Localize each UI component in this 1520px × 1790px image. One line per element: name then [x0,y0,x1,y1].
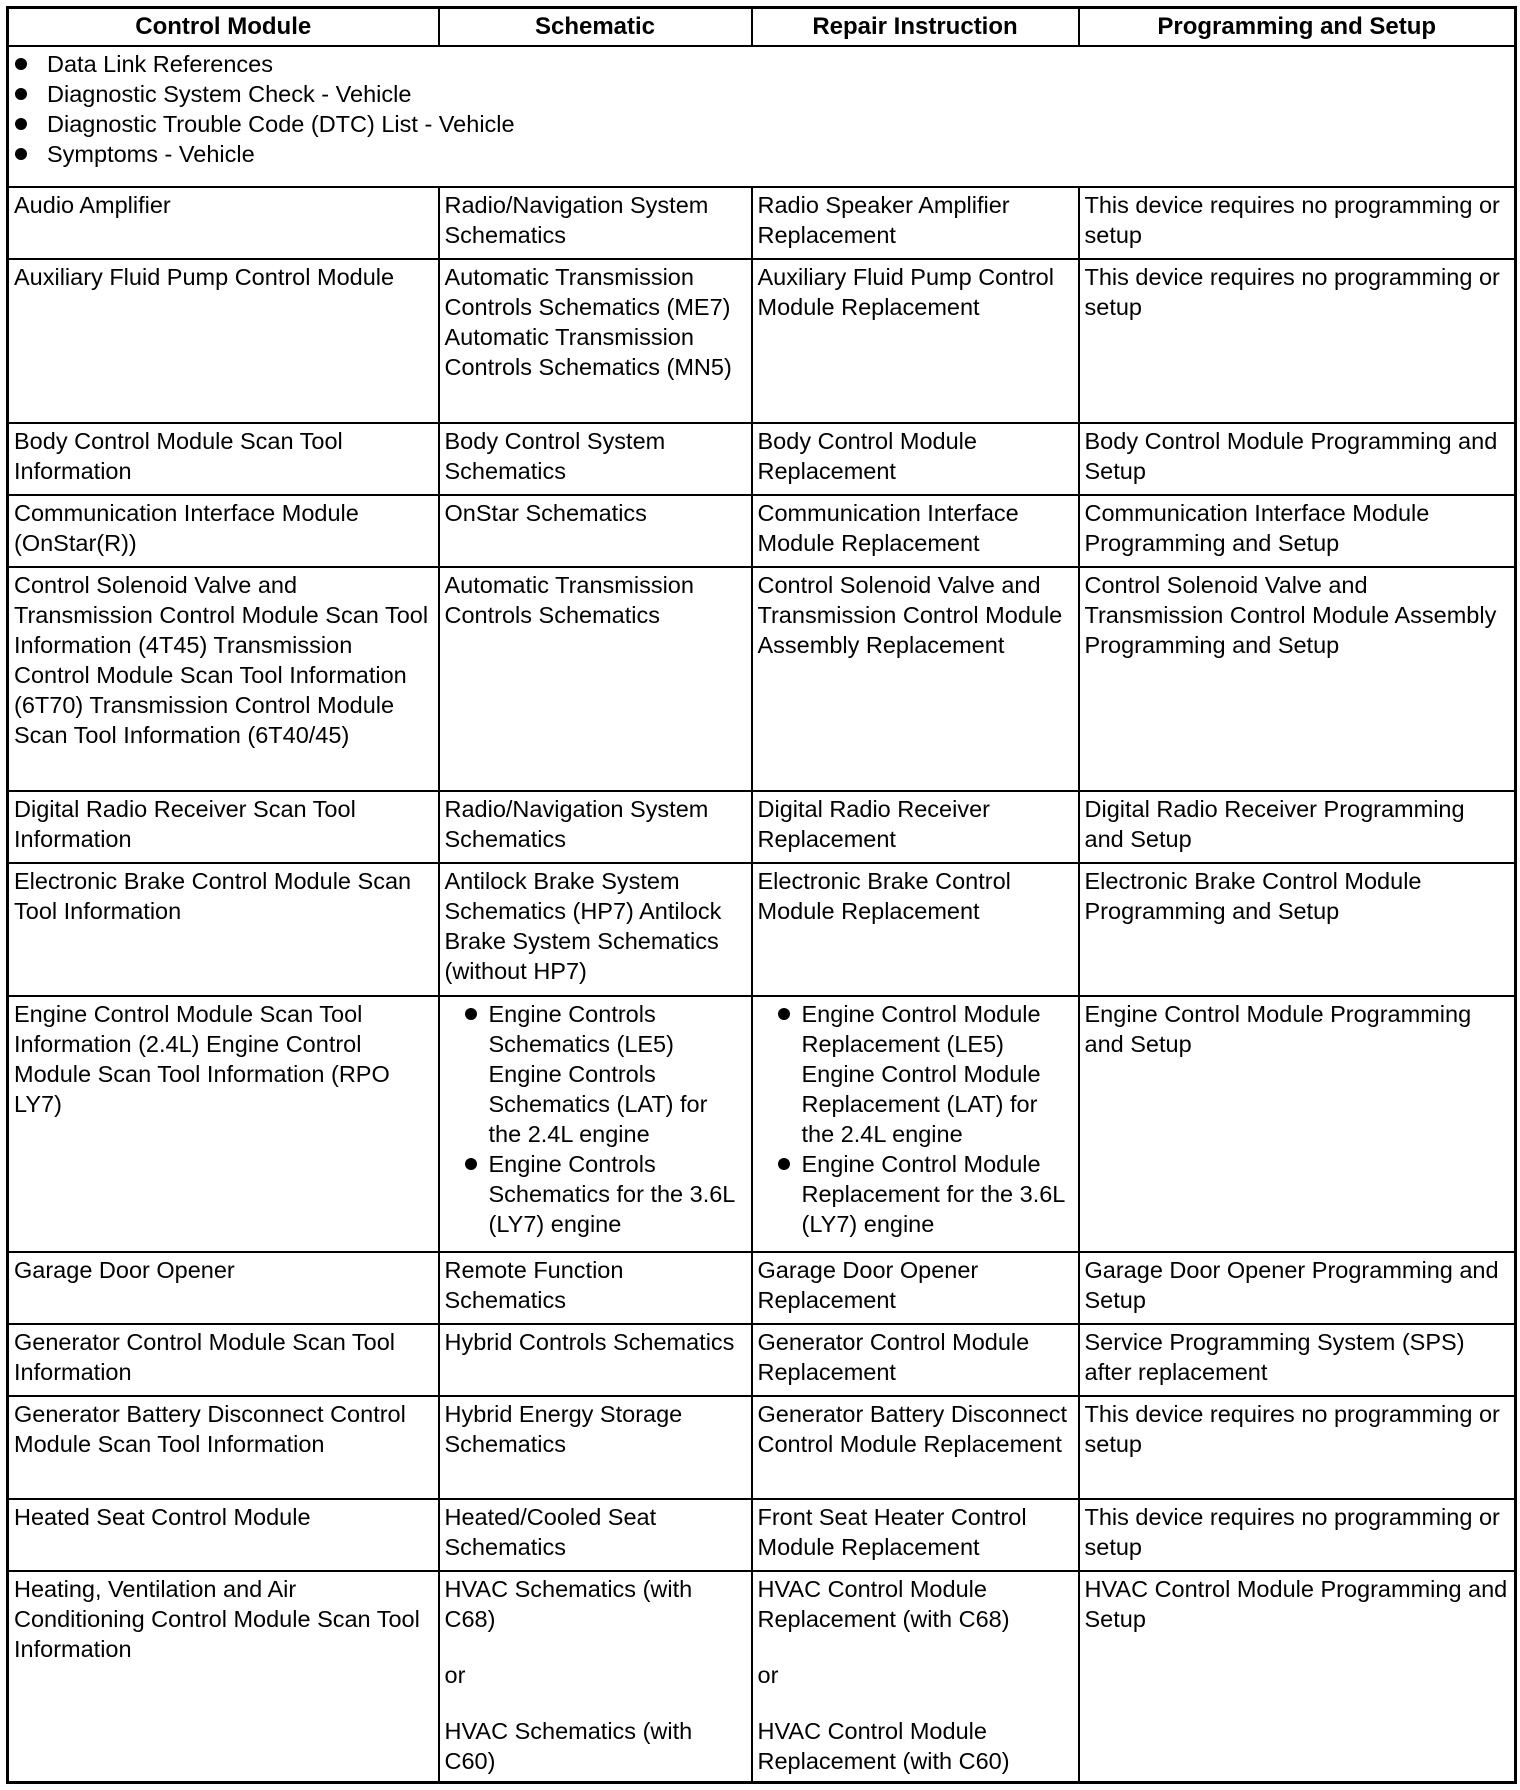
schematic-cell [439,996,752,1252]
repair-link[interactable]: HVAC Control Module Replacement (with C60) [757,1718,1010,1774]
control-module-cell[interactable]: Garage Door Opener [8,1252,439,1324]
spacer [445,1634,746,1660]
control-module-cell[interactable]: Auxiliary Fluid Pump Control Module [8,259,439,423]
control-module-cell[interactable]: Digital Radio Receiver Scan Tool Information [8,791,439,863]
table-row [8,187,1516,259]
header-programming-setup: Programming and Setup [1079,8,1516,47]
schematic-cell[interactable]: Radio/Navigation System Schematics [439,187,752,259]
table-row [8,996,1516,1252]
spacer [445,1690,746,1716]
repair-cell[interactable]: Electronic Brake Control Module Replacement [752,863,1079,996]
programming-cell: This device requires no programming or setup [1079,1396,1516,1499]
control-module-cell[interactable]: Audio Amplifier [8,187,439,259]
reference-link[interactable]: Diagnostic Trouble Code (DTC) List - Vehicle [14,109,1509,139]
reference-link[interactable]: Symptoms - Vehicle [14,139,1509,169]
header-control-module: Control Module [8,8,439,47]
repair-cell [752,1571,1079,1783]
schematic-cell[interactable]: OnStar Schematics [439,495,752,567]
programming-cell[interactable]: Communication Interface Module Programming and Setup [1079,495,1516,567]
control-module-cell[interactable]: Control Solenoid Valve and Transmission Control Module Scan Tool Information (4T45) Transmission Control Module Scan Tool Information (6T70) Transmission Control Module Scan Tool Information (6T40/45) [8,567,439,791]
control-module-cell[interactable]: Body Control Module Scan Tool Information [8,423,439,495]
table-row [8,495,1516,567]
schematic-list [445,999,746,1239]
schematic-cell[interactable]: Hybrid Energy Storage Schematics [439,1396,752,1499]
table-row [8,1571,1516,1783]
or-text: or [444,1662,466,1688]
repair-cell[interactable]: Generator Control Module Replacement [752,1324,1079,1396]
repair-link[interactable]: Engine Control Module Replacement (LE5) Engine Control Module Replacement (LAT) for the 2.4L engine [758,999,1073,1149]
repair-link[interactable]: Engine Control Module Replacement for the 3.6L (LY7) engine [758,1149,1073,1239]
repair-list [758,999,1073,1239]
table-header-row [8,8,1516,47]
table-row [8,863,1516,996]
control-module-cell[interactable]: Heated Seat Control Module [8,1499,439,1571]
repair-cell[interactable]: Control Solenoid Valve and Transmission Control Module Assembly Replacement [752,567,1079,791]
control-module-cell[interactable]: Generator Control Module Scan Tool Information [8,1324,439,1396]
references-list [14,49,1509,169]
repair-cell[interactable]: Garage Door Opener Replacement [752,1252,1079,1324]
control-module-cell[interactable]: Electronic Brake Control Module Scan Tool Information [8,863,439,996]
repair-cell[interactable]: Body Control Module Replacement [752,423,1079,495]
programming-cell[interactable]: Digital Radio Receiver Programming and Setup [1079,791,1516,863]
schematic-link[interactable]: Engine Controls Schematics for the 3.6L (LY7) engine [445,1149,746,1239]
reference-link[interactable]: Diagnostic System Check - Vehicle [14,79,1509,109]
control-module-table [6,6,1517,1784]
repair-cell [752,996,1079,1252]
programming-cell[interactable]: Body Control Module Programming and Setup [1079,423,1516,495]
references-cell [8,46,1516,187]
programming-cell[interactable]: Garage Door Opener Programming and Setup [1079,1252,1516,1324]
schematic-cell[interactable]: Radio/Navigation System Schematics [439,791,752,863]
or-text: or [757,1662,779,1688]
table-row [8,423,1516,495]
programming-cell[interactable]: Engine Control Module Programming and Setup [1079,996,1516,1252]
repair-cell[interactable]: Generator Battery Disconnect Control Module Replacement [752,1396,1079,1499]
schematic-cell[interactable]: Automatic Transmission Controls Schematics (ME7) Automatic Transmission Controls Schematics (MN5) [439,259,752,423]
table-row [8,259,1516,423]
repair-cell[interactable]: Communication Interface Module Replacement [752,495,1079,567]
programming-cell[interactable]: HVAC Control Module Programming and Setup [1079,1571,1516,1783]
table-row [8,567,1516,791]
programming-cell: This device requires no programming or setup [1079,259,1516,423]
table-row [8,1499,1516,1571]
table-row [8,1396,1516,1499]
programming-cell: This device requires no programming or setup [1079,187,1516,259]
repair-cell[interactable]: Digital Radio Receiver Replacement [752,791,1079,863]
spacer [758,1634,1073,1660]
header-repair-instruction: Repair Instruction [752,8,1079,47]
schematic-link[interactable]: HVAC Schematics (with C68) [444,1576,693,1632]
table-row [8,1252,1516,1324]
schematic-cell[interactable]: Body Control System Schematics [439,423,752,495]
header-schematic: Schematic [439,8,752,47]
repair-cell[interactable]: Front Seat Heater Control Module Replacement [752,1499,1079,1571]
schematic-cell[interactable]: Remote Function Schematics [439,1252,752,1324]
schematic-cell[interactable]: Antilock Brake System Schematics (HP7) Antilock Brake System Schematics (without HP7) [439,863,752,996]
schematic-cell[interactable]: Heated/Cooled Seat Schematics [439,1499,752,1571]
programming-cell[interactable]: Control Solenoid Valve and Transmission Control Module Assembly Programming and Setup [1079,567,1516,791]
repair-link[interactable]: HVAC Control Module Replacement (with C68) [757,1576,1010,1632]
schematic-cell [439,1571,752,1783]
schematic-cell[interactable]: Automatic Transmission Controls Schematics [439,567,752,791]
repair-cell[interactable]: Radio Speaker Amplifier Replacement [752,187,1079,259]
repair-cell[interactable]: Auxiliary Fluid Pump Control Module Replacement [752,259,1079,423]
schematic-cell[interactable]: Hybrid Controls Schematics [439,1324,752,1396]
programming-cell: This device requires no programming or setup [1079,1499,1516,1571]
programming-cell[interactable]: Service Programming System (SPS) after replacement [1079,1324,1516,1396]
schematic-link[interactable]: HVAC Schematics (with C60) [444,1718,693,1774]
programming-cell[interactable]: Electronic Brake Control Module Programming and Setup [1079,863,1516,996]
schematic-link[interactable]: Engine Controls Schematics (LE5) Engine Controls Schematics (LAT) for the 2.4L engine [445,999,746,1149]
spacer [758,1690,1073,1716]
control-module-cell[interactable]: Engine Control Module Scan Tool Information (2.4L) Engine Control Module Scan Tool Information (RPO LY7) [8,996,439,1252]
control-module-cell[interactable]: Communication Interface Module (OnStar(R)) [8,495,439,567]
table-row [8,1324,1516,1396]
references-row [8,46,1516,187]
control-module-cell[interactable]: Heating, Ventilation and Air Conditioning Control Module Scan Tool Information [8,1571,439,1783]
reference-link[interactable]: Data Link References [14,49,1509,79]
table-row [8,791,1516,863]
control-module-cell[interactable]: Generator Battery Disconnect Control Module Scan Tool Information [8,1396,439,1499]
